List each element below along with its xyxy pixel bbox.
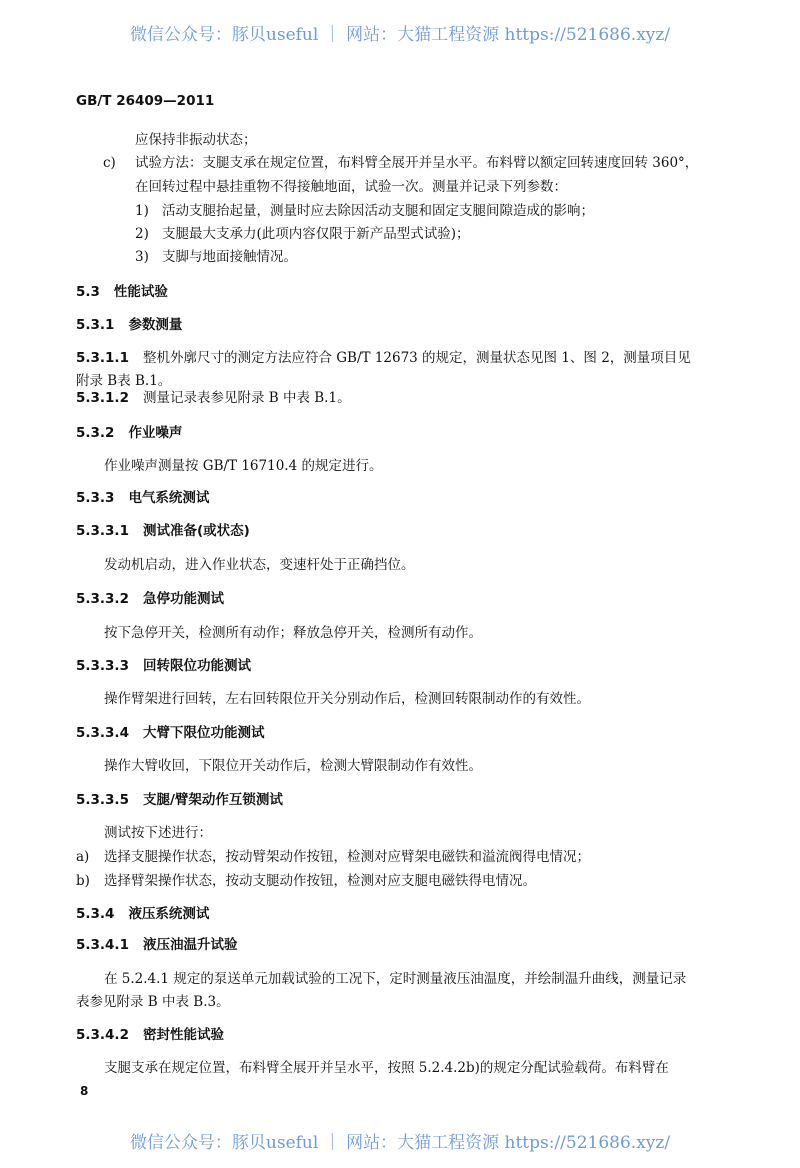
list-item-1: 活动支腿抬起量，测量时应去除因活动支腿和固定支腿间隙造成的影响； [162,203,594,219]
list-item-2: 支腿最大支承力(此项内容仅限于新产品型式试验)； [162,226,470,242]
section-heading-5-3-2: 5.3.2 作业噪声 [76,425,183,441]
watermark-bottom: 微信公众号：豚贝useful ｜ 网站：大猫工程资源 https://521686.xyz/ [129,1133,671,1153]
paragraph: 按下急停开关，检测所有动作；释放急停开关，检测所有动作。 [104,625,482,641]
section-heading-5-3-3: 5.3.3 电气系统测试 [76,490,210,506]
list-item-a: 选择支腿操作状态，按动臂架动作按钮，检测对应臂架电磁铁和溢流阀得电情况； [104,849,590,865]
section-heading-5-3-1: 5.3.1 参数测量 [76,317,183,333]
list-marker: 2) [135,226,149,242]
list-marker: c) [103,155,116,171]
clause-5-3-1-1-cont: 附录 B表 B.1。 [76,373,172,389]
paragraph: 测试按下述进行： [104,825,212,841]
clause-5-3-1-1: 5.3.1.1 整机外廓尺寸的测定方法应符合 GB/T 12673 的规定，测量状态见图 1、图 2，测量项目见 [76,350,691,366]
section-heading-5-3-3-5: 5.3.3.5 支腿/臂架动作互锁测试 [76,792,283,808]
paragraph: 支腿支承在规定位置，布料臂全展开并呈水平，按照 5.2.4.2b)的规定分配试验载荷。布料臂在 [104,1060,669,1076]
section-heading-5-3-4-1: 5.3.4.1 液压油温升试验 [76,937,238,953]
paragraph-cont: 表参见附录 B 中表 B.3。 [76,994,230,1010]
section-heading-5-3-3-3: 5.3.3.3 回转限位功能测试 [76,658,251,674]
list-item-3: 支脚与地面接触情况。 [162,249,297,265]
list-item-c: 试验方法：支腿支承在规定位置，布料臂全展开并呈水平。布料臂以额定回转速度回转 360°， [135,155,699,171]
list-item-b: 选择臂架操作状态，按动支腿动作按钮，检测对应支腿电磁铁得电情况。 [104,873,536,889]
section-heading-5-3-3-2: 5.3.3.2 急停功能测试 [76,591,224,607]
section-heading-5-3-4: 5.3.4 液压系统测试 [76,906,210,922]
section-heading-5-3: 5.3 性能试验 [76,284,168,300]
list-marker: 3) [135,249,149,265]
watermark-top: 微信公众号：豚贝useful ｜ 网站：大猫工程资源 https://521686.xyz/ [129,25,671,45]
paragraph: 操作大臂收回，下限位开关动作后，检测大臂限制动作有效性。 [104,758,482,774]
page-number: 8 [80,1084,89,1098]
list-marker: a) [76,849,90,865]
standard-code: GB/T 26409—2011 [76,93,215,109]
list-marker: 1) [135,203,149,219]
section-heading-5-3-3-4: 5.3.3.4 大臂下限位功能测试 [76,725,265,741]
paragraph: 发动机启动，进入作业状态，变速杆处于正确挡位。 [104,557,415,573]
list-marker: b) [76,873,90,889]
paragraph: 作业噪声测量按 GB/T 16710.4 的规定进行。 [104,458,383,474]
section-heading-5-3-4-2: 5.3.4.2 密封性能试验 [76,1027,224,1043]
paragraph-line: 应保持非振动状态； [135,132,257,148]
section-heading-5-3-3-1: 5.3.3.1 测试准备(或状态) [76,523,250,539]
paragraph: 操作臂架进行回转，左右回转限位开关分别动作后，检测回转限制动作的有效性。 [104,691,590,707]
paragraph: 在 5.2.4.1 规定的泵送单元加载试验的工况下，定时测量液压油温度，并绘制温升曲线，测量记录 [104,971,687,987]
list-item-c-cont: 在回转过程中悬挂重物不得接触地面，试验一次。测量并记录下列参数： [135,179,567,195]
clause-5-3-1-2: 5.3.1.2 测量记录表参见附录 B 中表 B.1。 [76,390,351,406]
